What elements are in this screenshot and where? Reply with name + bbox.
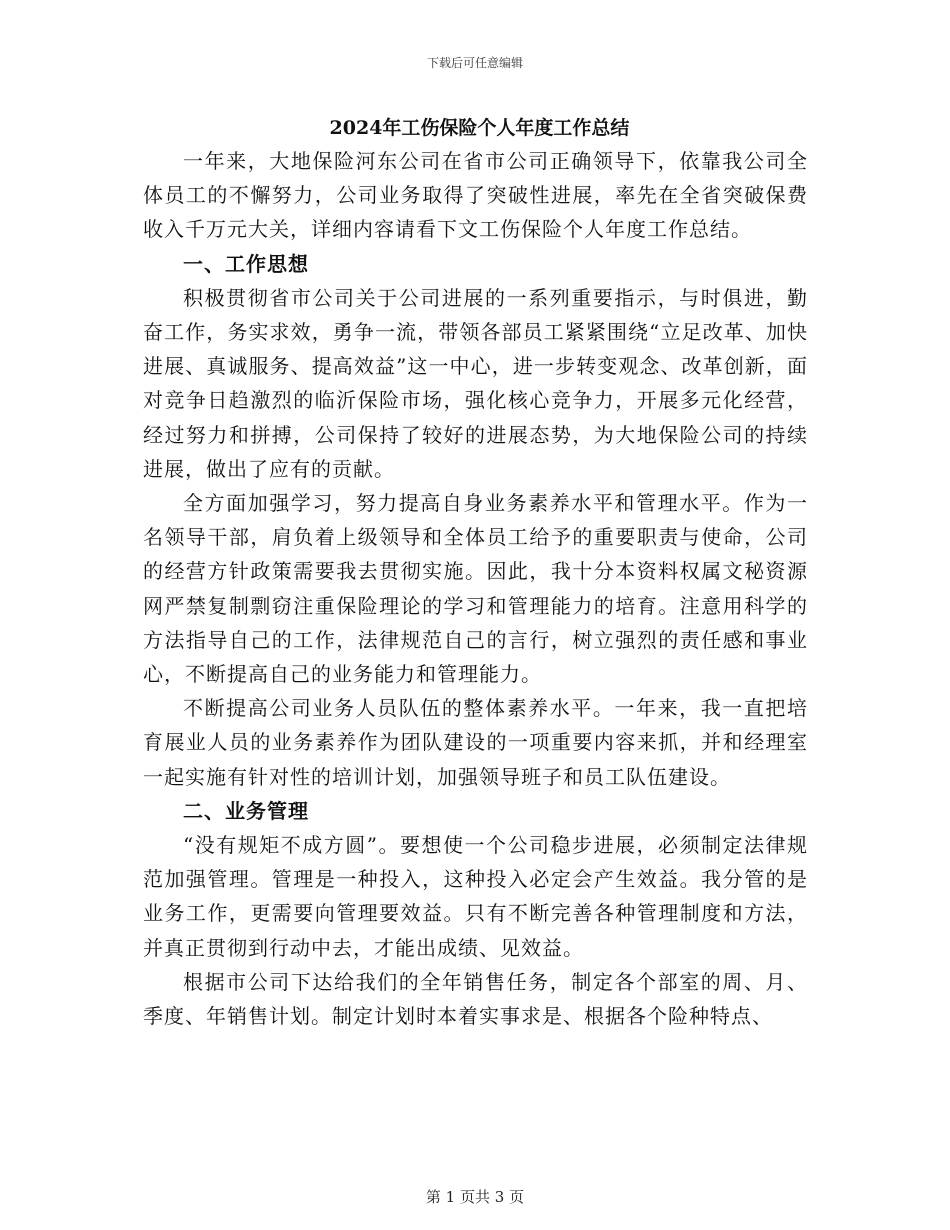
paragraph-team: 不断提高公司业务人员队伍的整体素养水平。一年来，我一直把培育展业人员的业务素养作为团队建设的一项重要内容来抓，并和经理室一起实施有针对性的培训计划，加强领导班子和员工队伍建设。 [143,696,808,789]
paragraph-work-thought: 积极贯彻省市公司关于公司进展的一系列重要指示，与时俱进，勤奋工作，务实求效，勇争一流，带领各部员工紧紧围绕“立足改革、加快进展、真诚服务、提高效益”这一中心，进一步转变观念、改革创新，面对竞争日趋激烈的临沂保险市场，强化核心竞争力，开展多元化经营，经过努力和拼搏，公司保持了较好的进展态势，为大地保险公司的持续进展，做出了应有的贡献。 [143,285,808,481]
page-number: 第 1 页共 3 页 [425,1188,525,1206]
paragraph-study: 全方面加强学习，努力提高自身业务素养水平和管理水平。作为一名领导干部，肩负着上级领导和全体员工给予的重要职责与使命，公司的经营方针政策需要我去贯彻实施。因此，我十分本资料权属文秘资源网严禁复制剽窃注重保险理论的学习和管理能力的培育。注意用科学的方法指导自己的工作，法律规范自己的言行，树立强烈的责任感和事业心，不断提高自己的业务能力和管理能力。 [143,491,808,687]
paragraph-intro: 一年来，大地保险河东公司在省市公司正确领导下，依靠我公司全体员工的不懈努力，公司业务取得了突破性进展，率先在全省突破保费收入千万元大关，详细内容请看下文工伤保险个人年度工作总结。 [143,149,808,242]
paragraph-sales-plan: 根据市公司下达给我们的全年销售任务，制定各个部室的周、月、季度、年销售计划。制定计划时本着实事求是、根据各个险种特点、 [143,969,808,1029]
paragraph-rules: “没有规矩不成方圆”。要想使一个公司稳步进展，必须制定法律规范加强管理。管理是一种投入，这种投入必定会产生效益。我分管的是业务工作，更需要向管理要效益。只有不断完善各种管理制度和方法，并真正贯彻到行动中去，才能出成绩、见效益。 [143,833,808,960]
document-title: 2024年工伤保险个人年度工作总结 [329,117,630,139]
section-heading-business-management: 二、业务管理 [183,798,309,823]
page-header-note: 下载后可任意编辑 [426,56,523,70]
section-heading-work-thought: 一、工作思想 [183,251,309,276]
document-body [143,112,808,1033]
